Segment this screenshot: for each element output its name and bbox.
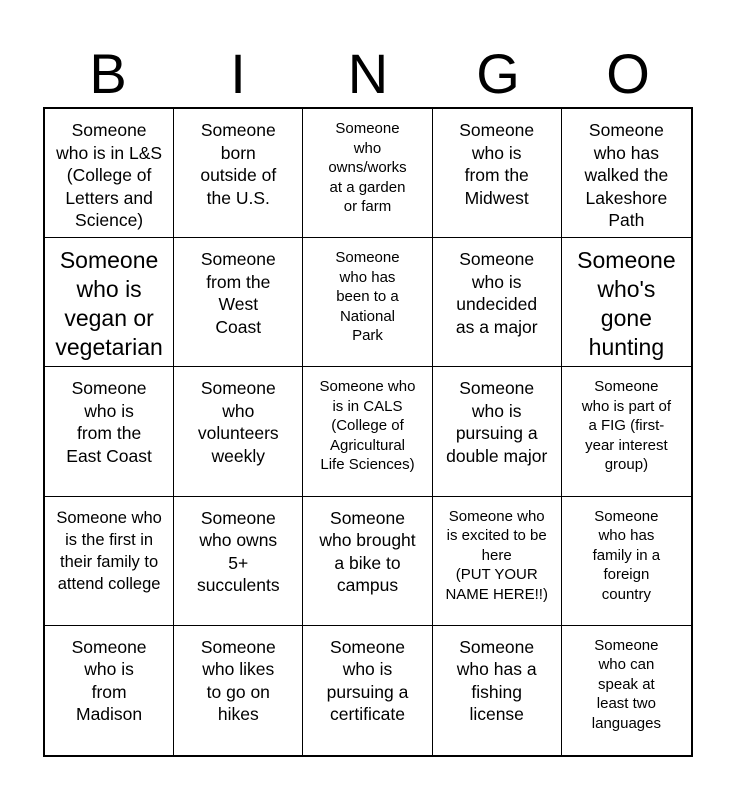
bingo-cell-text: Someone who is excited to be here (PUT YOUR NAME HERE!!): [445, 507, 548, 603]
header-letter-o: O: [606, 42, 650, 105]
bingo-cell-text: Someone born outside of the U.S.: [200, 120, 277, 208]
bingo-cell-text: Someone who's gone hunting: [577, 247, 676, 361]
bingo-cell-text: Someone who is in L&S (College of Letters and Science): [56, 120, 163, 230]
bingo-cell-r2-c1[interactable]: [45, 238, 174, 367]
bingo-cell-text: Someone who brought a bike to campus: [319, 507, 416, 596]
bingo-cell-r1-c1[interactable]: [45, 109, 174, 238]
bingo-cell-text: Someone who has been to a National Park: [335, 249, 400, 345]
bingo-grid: [43, 107, 693, 757]
bingo-cell-text: Someone who is in CALS (College of Agricultural Life Sciences): [319, 378, 416, 474]
bingo-cell-r2-c2[interactable]: [174, 238, 303, 367]
bingo-cell-r2-c3[interactable]: [303, 238, 432, 367]
bingo-cell-text: Someone who is pursuing a double major: [446, 378, 548, 466]
bingo-cell-r5-c2[interactable]: [174, 626, 303, 755]
bingo-cell-text: Someone who is from Madison: [71, 636, 147, 725]
bingo-cell-r3-c1[interactable]: [45, 367, 174, 496]
bingo-cell-r2-c5[interactable]: [562, 238, 691, 367]
bingo-cell-r4-c1[interactable]: [45, 497, 174, 626]
bingo-cell-r3-c2[interactable]: [174, 367, 303, 496]
bingo-cell-text: Someone who volunteers weekly: [197, 378, 279, 466]
bingo-cell-text: Someone who is from the East Coast: [66, 378, 152, 466]
bingo-cell-r3-c5[interactable]: [562, 367, 691, 496]
bingo-cell-r5-c4[interactable]: [433, 626, 562, 755]
header-letter-i: I: [230, 42, 246, 105]
bingo-cell-text: Someone who owns 5+ succulents: [196, 507, 280, 596]
bingo-cell-text: Someone who is part of a FIG (first- year interest group): [581, 378, 671, 474]
bingo-cell-text: Someone who has a fishing license: [456, 636, 537, 725]
bingo-cell-r3-c4[interactable]: [433, 367, 562, 496]
bingo-cell-text: Someone who has walked the Lakeshore Path: [584, 120, 669, 230]
bingo-cell-r1-c4[interactable]: [433, 109, 562, 238]
bingo-cell-text: Someone who owns/works at a garden or farm: [328, 120, 407, 215]
bingo-cell-text: Someone who is pursuing a certificate: [326, 636, 409, 725]
bingo-cell-text: Someone who has family in a foreign country: [592, 507, 661, 603]
bingo-cell-r5-c5[interactable]: [562, 626, 691, 755]
bingo-cell-text: Someone who can speak at least two languages: [591, 636, 661, 732]
bingo-cell-r3-c3[interactable]: [303, 367, 432, 496]
header-letter-b: B: [89, 42, 127, 105]
bingo-cell-r5-c1[interactable]: [45, 626, 174, 755]
bingo-cell-r1-c3[interactable]: [303, 109, 432, 238]
bingo-cell-text: Someone who is vegan or vegetarian: [55, 247, 163, 361]
header-letter-n: N: [347, 42, 389, 105]
bingo-cell-r1-c2[interactable]: [174, 109, 303, 238]
bingo-cell-text: Someone who likes to go on hikes: [200, 636, 276, 725]
bingo-cell-r4-c4[interactable]: [433, 497, 562, 626]
bingo-cell-text: Someone who is from the Midwest: [459, 120, 535, 208]
bingo-cell-r4-c3[interactable]: [303, 497, 432, 626]
bingo-cell-r5-c3[interactable]: [303, 626, 432, 755]
bingo-cell-text: Someone from the West Coast: [200, 249, 276, 337]
bingo-cell-r4-c2[interactable]: [174, 497, 303, 626]
bingo-cell-r1-c5[interactable]: [562, 109, 691, 238]
bingo-cell-text: Someone who is the first in their family to attend college: [56, 508, 162, 593]
bingo-cell-r4-c5[interactable]: [562, 497, 691, 626]
bingo-cell-text: Someone who is undecided as a major: [455, 249, 538, 337]
bingo-header: [43, 40, 693, 108]
bingo-cell-r2-c4[interactable]: [433, 238, 562, 367]
header-letter-g: G: [476, 42, 520, 105]
